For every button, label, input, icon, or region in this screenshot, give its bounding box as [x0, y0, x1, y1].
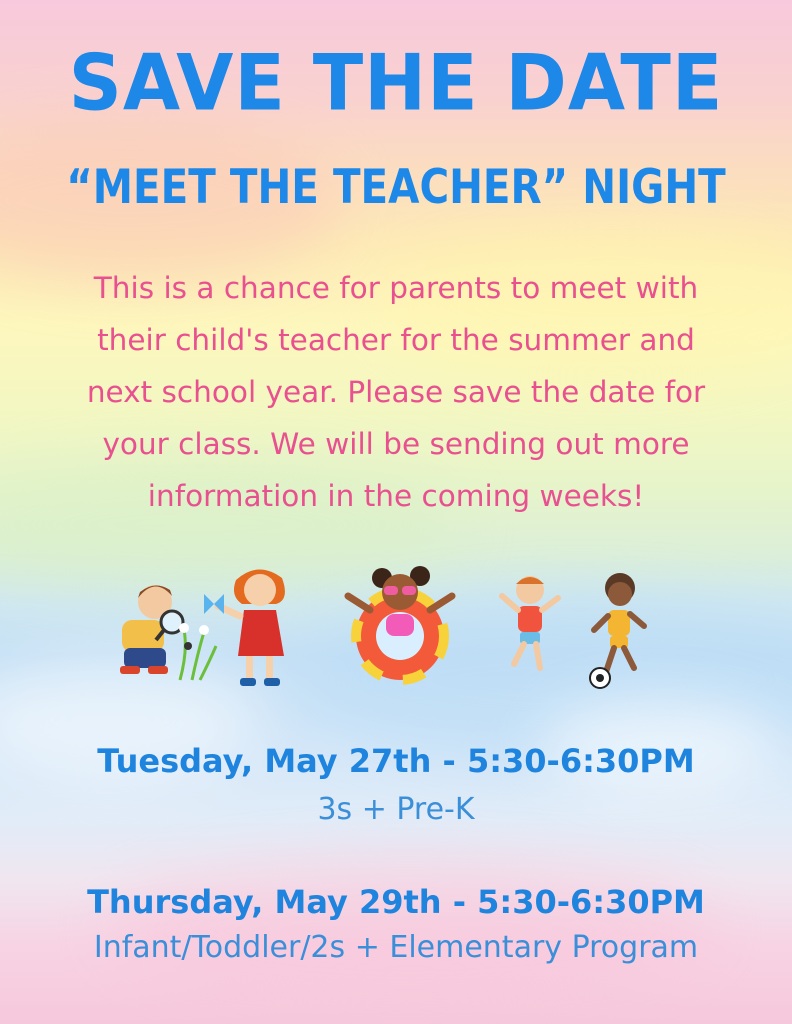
page-title: SAVE THE DATE [68, 37, 724, 129]
event-group-2: Infant/Toddler/2s + Elementary Program [93, 930, 699, 965]
intro-line: information in the coming weeks! [147, 479, 645, 513]
event-date-1: Tuesday, May 27th - 5:30-6:30PM [97, 742, 695, 780]
event-name: “MEET THE TEACHER” NIGHT [66, 160, 726, 215]
intro-paragraph [36, 262, 756, 522]
girl-with-butterfly-figure [204, 569, 285, 686]
boy-with-magnifier-figure [120, 585, 216, 680]
intro-line: next school year. Please save the date for [86, 375, 706, 409]
kids-illustration [100, 560, 700, 700]
boy-with-soccer-ball-figure [590, 573, 644, 688]
boy-jumping-figure [502, 576, 558, 668]
intro-line: their child's teacher for the summer and [97, 323, 695, 357]
intro-line: This is a chance for parents to meet with [93, 271, 699, 305]
event-group-1: 3s + Pre-K [317, 792, 475, 827]
event-date-2: Thursday, May 29th - 5:30-6:30PM [87, 883, 705, 921]
girl-in-swim-ring-figure [348, 566, 452, 680]
intro-line: your class. We will be sending out more [102, 427, 690, 461]
